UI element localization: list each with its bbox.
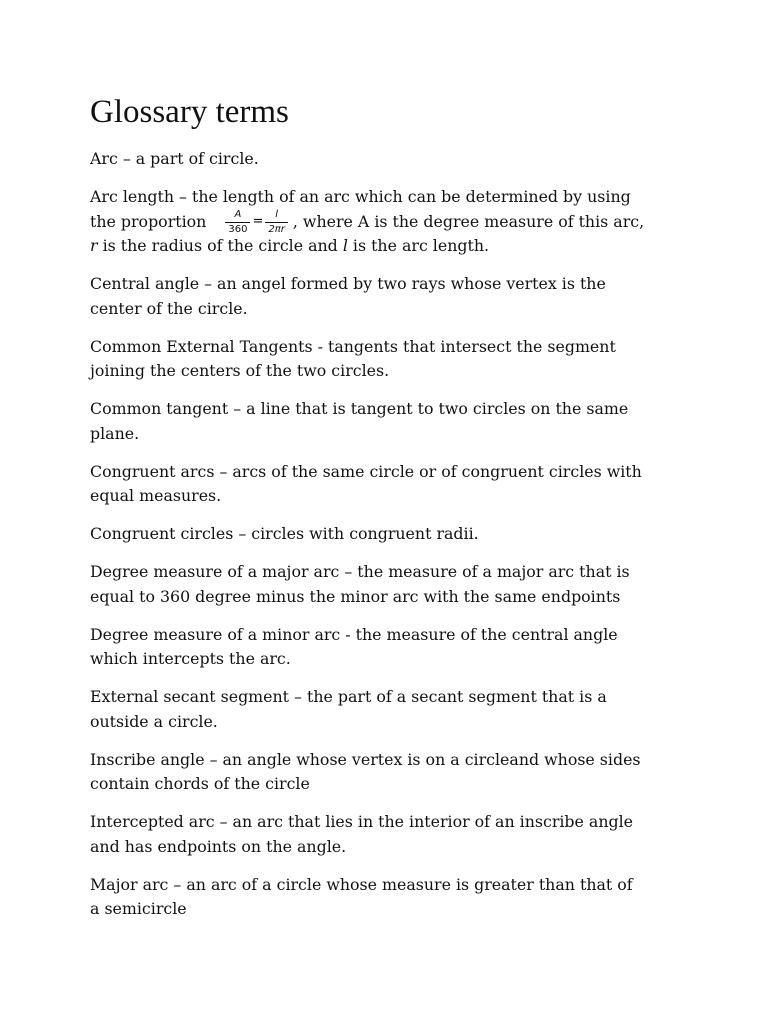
entry-line: Arc length – the length of an arc which can be determined by using	[90, 187, 631, 206]
page-title: Glossary terms	[90, 94, 289, 130]
glossary-entry-common-external-tangents	[90, 335, 690, 384]
entry-line: Intercepted arc – an arc that lies in the interior of an inscribe angle	[90, 812, 634, 832]
fraction-numerator: l	[265, 209, 288, 223]
entry-line: Arc – a part of circle.	[90, 149, 259, 168]
variable-r: r	[90, 236, 98, 256]
glossary-entry-degree-measure-minor-arc	[90, 623, 690, 672]
fraction-denominator: 2πr	[268, 223, 285, 235]
glossary-entry-central-angle	[90, 272, 690, 321]
glossary-entry-inscribe-angle	[90, 748, 690, 797]
glossary-entry-degree-measure-major-arc	[90, 560, 690, 609]
glossary-entry-congruent-arcs	[90, 460, 690, 509]
entry-line: plane.	[90, 423, 140, 443]
entry-line: a semicircle	[90, 899, 187, 919]
fraction-l-over-2pir	[265, 209, 288, 236]
entry-line: Congruent circles – circles with congruent radii.	[90, 524, 479, 544]
glossary-entry-congruent-circles	[90, 522, 690, 547]
entry-line: the proportion	[90, 211, 207, 231]
fraction-numerator: A	[225, 209, 250, 223]
entry-line: Degree measure of a minor arc - the measure of the central angle	[90, 624, 618, 644]
entry-line: center of the circle.	[90, 298, 248, 318]
entry-line: Major arc – an arc of a circle whose measure is greater than that of	[90, 874, 633, 894]
entry-line: outside a circle.	[90, 711, 218, 731]
entry-line: equal to 360 degree minus the minor arc with the same endpoints	[90, 586, 621, 606]
entry-text: is the arc length.	[347, 236, 490, 256]
glossary-list	[90, 147, 690, 935]
fraction-a-over-360	[225, 209, 250, 236]
entry-line: contain chords of the circle	[90, 774, 310, 794]
glossary-entry-common-tangent	[90, 397, 690, 446]
glossary-entry-arc	[90, 147, 690, 172]
entry-line: Common tangent – a line that is tangent to two circles on the same	[90, 399, 629, 419]
glossary-entry-intercepted-arc	[90, 810, 690, 859]
entry-line: which intercepts the arc.	[90, 649, 291, 669]
entry-line: Inscribe angle – an angle whose vertex is on a circleand whose sides	[90, 749, 641, 769]
glossary-entry-major-arc	[90, 873, 690, 922]
equals-sign: =	[252, 213, 264, 229]
entry-line: Central angle – an angel formed by two rays whose vertex is the	[90, 274, 606, 294]
glossary-entry-external-secant-segment	[90, 685, 690, 734]
entry-line: Degree measure of a major arc – the measure of a major arc that is	[90, 562, 630, 582]
entry-line: and has endpoints on the angle.	[90, 836, 347, 856]
glossary-entry-arc-length	[90, 185, 690, 259]
entry-line: Congruent arcs – arcs of the same circle or of congruent circles with	[90, 461, 642, 481]
entry-text: is the radius of the circle and	[97, 236, 343, 256]
variable-l: l	[342, 236, 348, 256]
entry-line: joining the centers of the two circles.	[90, 361, 390, 381]
entry-line: External secant segment – the part of a secant segment that is a	[90, 687, 607, 707]
entry-line: , where A is the degree measure of this arc,	[292, 211, 645, 231]
entry-line: Common External Tangents - tangents that intersect the segment	[90, 336, 616, 356]
fraction-denominator: 360	[228, 223, 248, 235]
entry-line: equal measures.	[90, 486, 222, 506]
